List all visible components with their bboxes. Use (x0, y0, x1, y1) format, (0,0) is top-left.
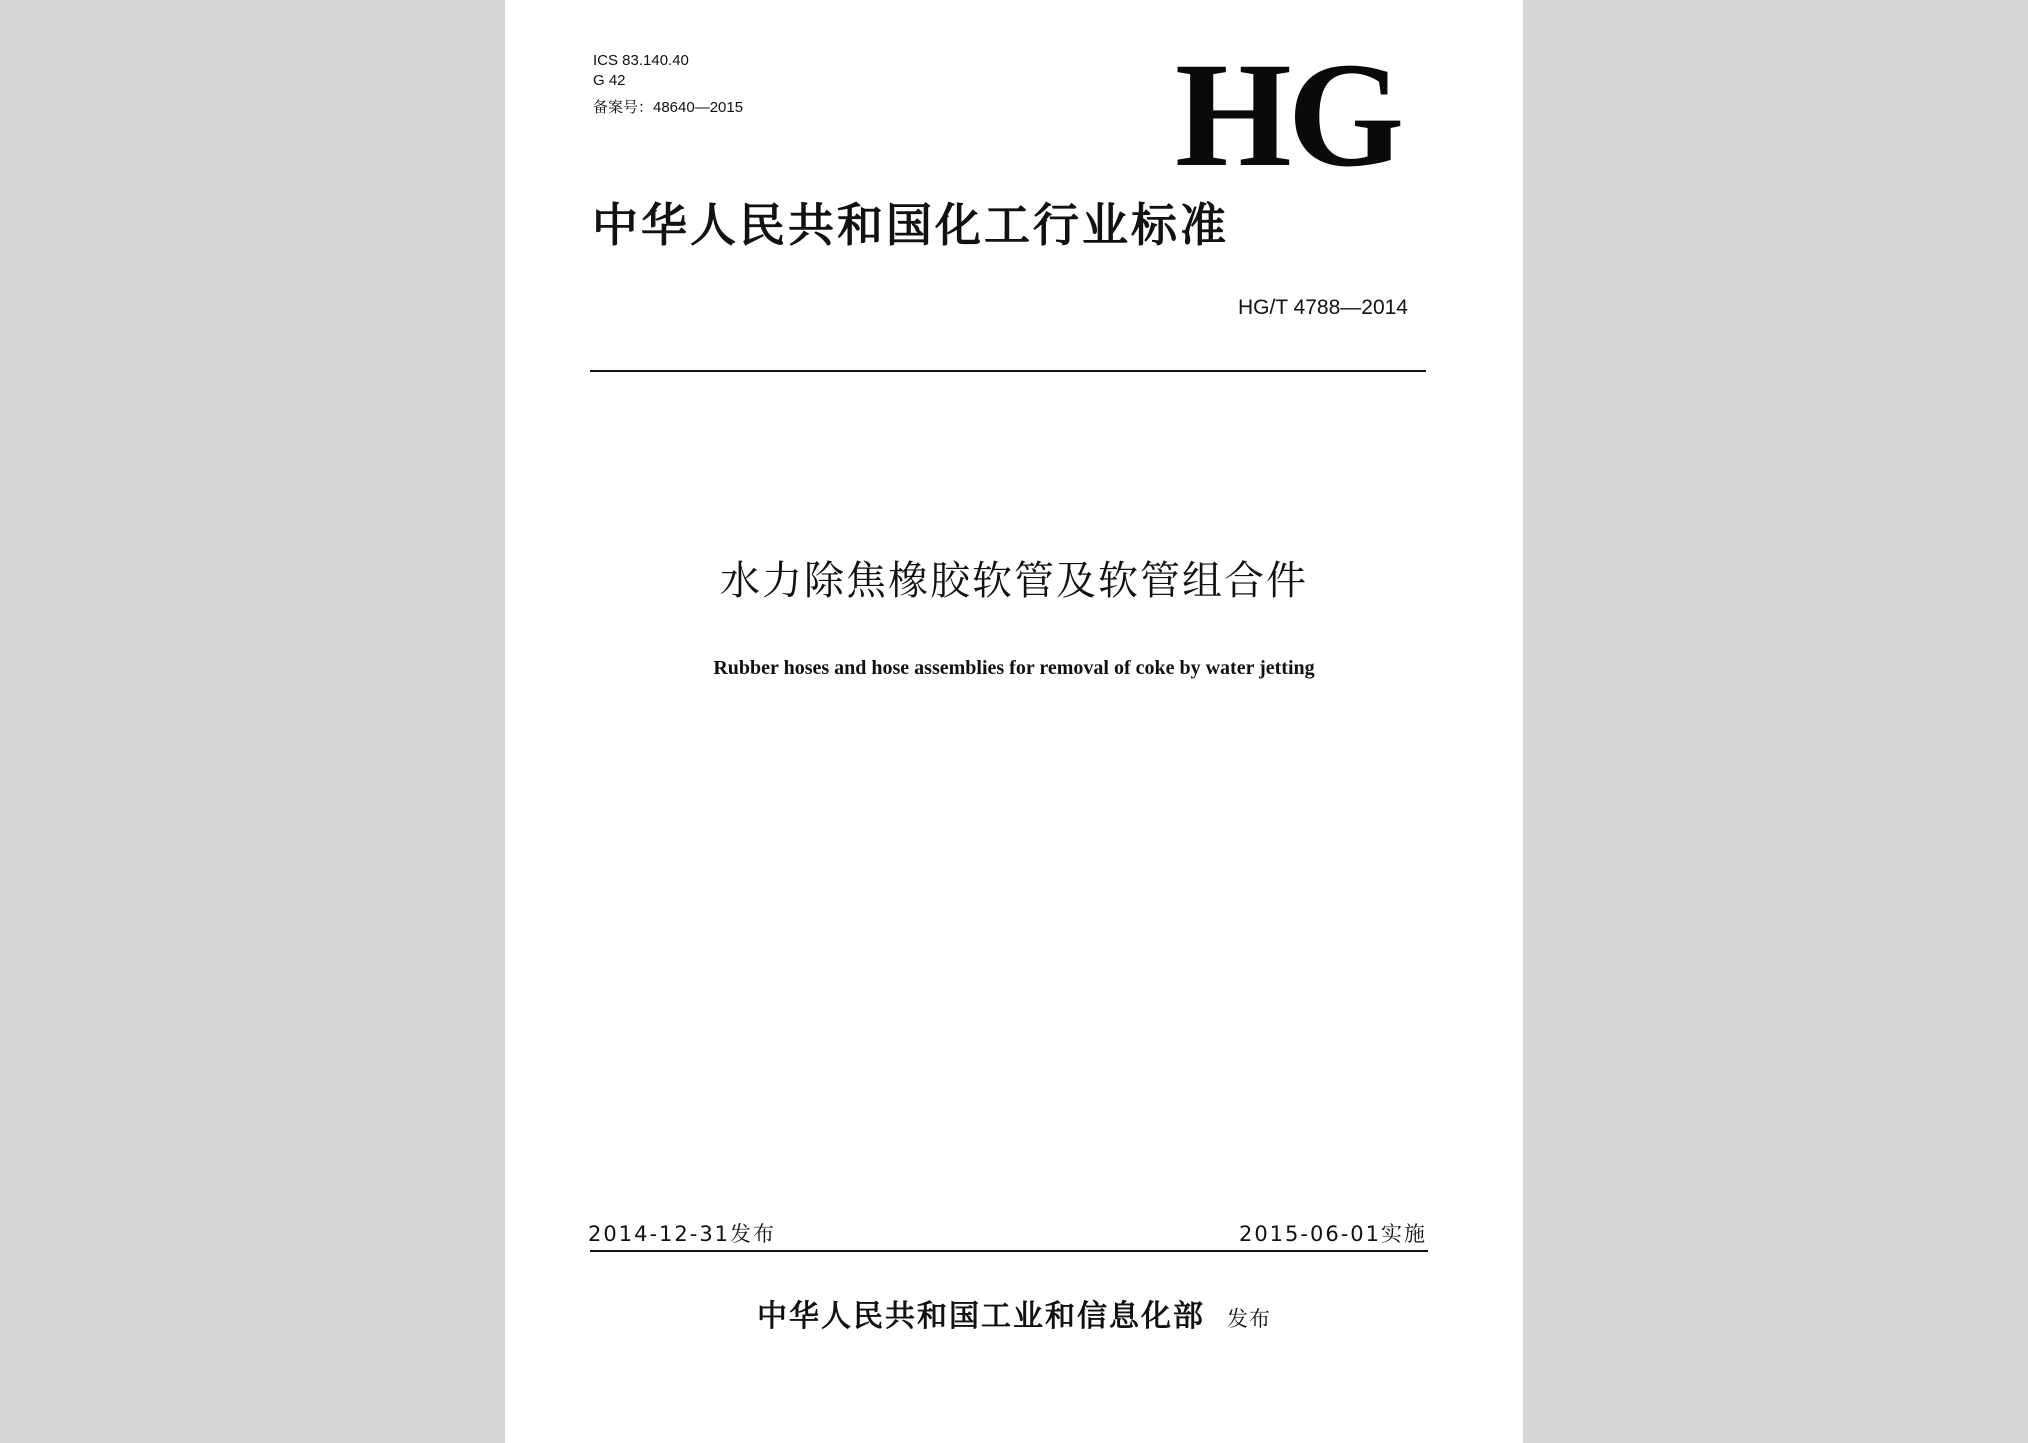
issue-date: 2014-12-31发布 (588, 1222, 777, 1246)
chinese-title: 水力除焦橡胶软管及软管组合件 (720, 558, 1308, 604)
ccs-code: G 42 (593, 72, 626, 89)
document-page (505, 0, 1523, 1443)
implementation-date: 2015-06-01实施 (1238, 1222, 1427, 1246)
top-divider (590, 370, 1426, 372)
standard-number: HG/T 4788—2014 (1237, 296, 1408, 319)
industry-standard-title: 中华人民共和国化工行业标准 (592, 198, 1229, 252)
ics-code: ICS 83.140.40 (593, 52, 689, 69)
issuer-name: 中华人民共和国工业和信息化部 (757, 1299, 1205, 1334)
bottom-divider (590, 1250, 1428, 1252)
english-title: Rubber hoses and hose assemblies for removal of coke by water jetting (713, 657, 1315, 679)
issuer-line (505, 1298, 1523, 1338)
record-number: 备案号：48640—2015 (593, 99, 744, 116)
issuer-action: 发布 (1227, 1307, 1271, 1331)
hg-logo: HG (1175, 32, 1401, 198)
